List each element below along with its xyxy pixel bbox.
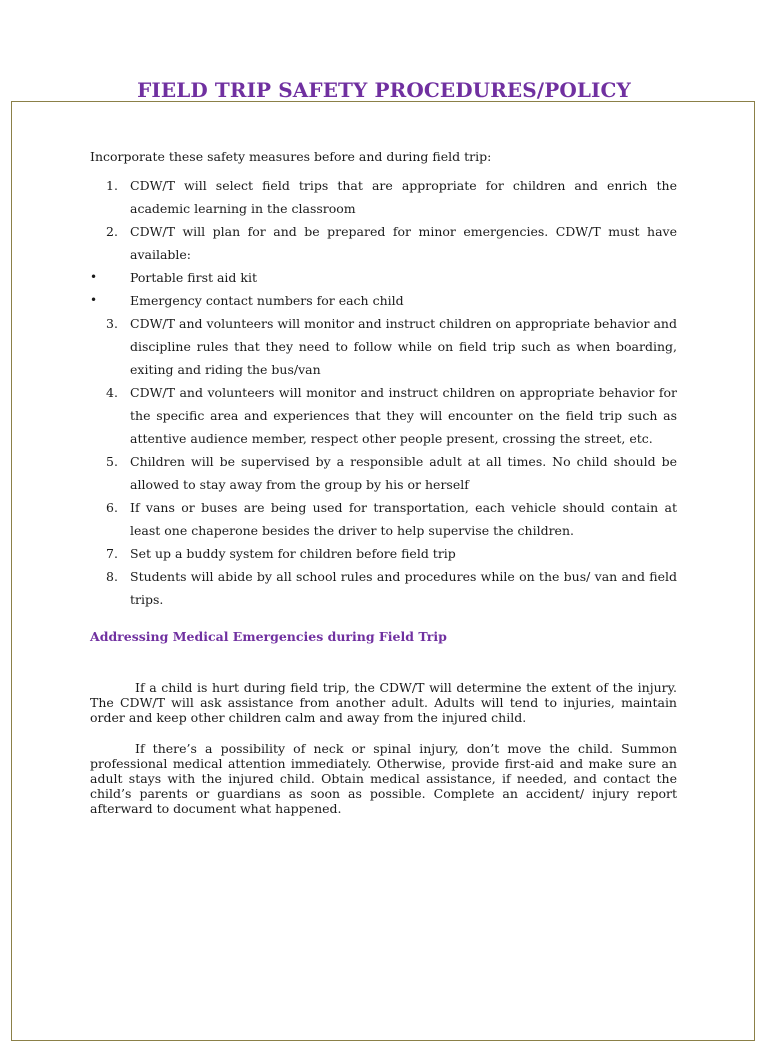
list-item — [90, 542, 677, 565]
bullet-icon: • — [90, 293, 98, 307]
list-number: 7. — [106, 546, 118, 561]
list-item-text: If vans or buses are being used for transportation, each vehicle should contain at least one chaperone besides the driver to help supervise the children. — [130, 500, 677, 538]
bullet-icon: • — [90, 270, 98, 284]
list-number: 1. — [106, 178, 118, 193]
list-number: 5. — [106, 454, 118, 469]
list-number: 6. — [106, 500, 118, 515]
list-number: 4. — [106, 385, 118, 400]
paragraph: If there’s a possibility of neck or spinal injury, don’t move the child. Summon professional medical attention immediately. Otherwise, provide first-aid and make sure an adult stays with the injured child. Obtain medical assistance, if needed, and contact the child’s parents or guardians as soon as possible. Complete an accident/ injury report afterward to document what happened. — [90, 740, 677, 817]
paragraph: If a child is hurt during field trip, the CDW/T will determine the extent of the injury. The CDW/T will ask assistance from another adult. Adults will tend to injuries, maintain order and keep other children calm and away from the injured child. — [90, 680, 677, 726]
bullet-item — [90, 289, 677, 312]
section-heading: Addressing Medical Emergencies during Field Trip — [90, 629, 447, 644]
list-item — [90, 174, 677, 220]
list-item-text: Emergency contact numbers for each child — [130, 293, 404, 308]
list-item-text: CDW/T and volunteers will monitor and instruct children on appropriate behavior and discipline rules that they need to follow while on field trip such as when boarding, exiting and riding the bus/van — [130, 316, 677, 377]
page-title: FIELD TRIP SAFETY PROCEDURES/POLICY — [137, 78, 631, 102]
intro-text: Incorporate these safety measures before and during field trip: — [90, 149, 492, 164]
bullet-item — [90, 266, 677, 289]
document-body — [90, 145, 677, 817]
list-number: 8. — [106, 569, 118, 584]
list-item — [90, 565, 677, 611]
list-item-text: Students will abide by all school rules and procedures while on the bus/ van and field trips. — [130, 569, 677, 607]
list-number: 2. — [106, 224, 118, 239]
list-item — [90, 220, 677, 266]
list-item — [90, 312, 677, 381]
list-item-text: CDW/T and volunteers will monitor and instruct children on appropriate behavior for the specific area and experiences that they will encounter on the field trip such as attentive audience member, respect other people present, crossing the street, etc. — [130, 385, 677, 446]
list-item — [90, 450, 677, 496]
safety-measures-list — [90, 174, 677, 611]
list-item-text: CDW/T will select field trips that are appropriate for children and enrich the academic learning in the classroom — [130, 178, 677, 216]
list-item-text: Portable first aid kit — [130, 270, 257, 285]
list-item — [90, 381, 677, 450]
list-item — [90, 496, 677, 542]
list-item-text: CDW/T will plan for and be prepared for minor emergencies. CDW/T must have available: — [130, 224, 677, 262]
list-number: 3. — [106, 316, 118, 331]
list-item-text: Children will be supervised by a responsible adult at all times. No child should be allowed to stay away from the group by his or herself — [130, 454, 677, 492]
list-item-text: Set up a buddy system for children before field trip — [130, 546, 456, 561]
